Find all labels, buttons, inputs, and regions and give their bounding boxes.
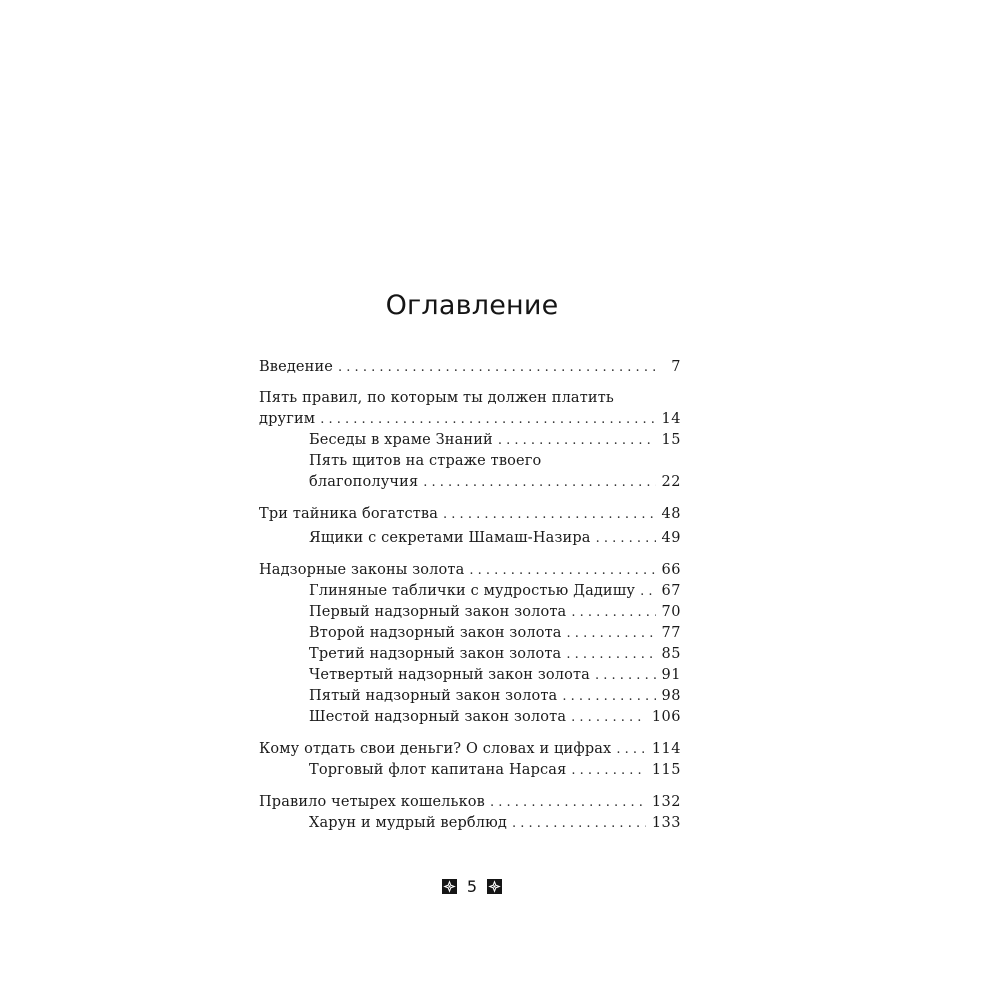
- toc-entry-page: 91: [661, 667, 681, 683]
- toc-entry-page: 22: [661, 474, 681, 490]
- toc-entry-title: Надзорные законы золота: [259, 562, 465, 578]
- toc-entry-page: 49: [661, 530, 681, 546]
- dot-leader: [571, 760, 645, 781]
- dot-leader: [338, 357, 661, 378]
- dot-leader: [596, 528, 656, 549]
- dot-leader: [616, 739, 645, 760]
- toc-entry-page: 98: [661, 688, 681, 704]
- page-footer: [0, 877, 944, 896]
- toc-entry-title: Харун и мудрый верблюд: [309, 815, 507, 831]
- toc-entry-title: Введение: [259, 359, 334, 375]
- dot-leader: [512, 813, 646, 834]
- toc-entry-title: Четвертый надзорный закон золота: [309, 667, 590, 683]
- toc-entry-page: 70: [661, 604, 681, 620]
- toc-entry-page: 132: [651, 794, 681, 810]
- toc-entry-title-line1[interactable]: Пять щитов на страже твоего: [309, 453, 542, 469]
- dot-leader: [571, 602, 655, 623]
- dot-leader: [640, 581, 655, 602]
- toc-entry-page: 14: [661, 411, 681, 427]
- toc-entry-page: 15: [661, 432, 681, 448]
- dot-leader: [566, 644, 655, 665]
- toc-entry-title: Шестой надзорный закон золота: [309, 709, 567, 725]
- toc-entry-title: благополучия: [309, 474, 419, 490]
- toc-entry-title: Третий надзорный закон золота: [309, 646, 562, 662]
- page-number: 5: [466, 877, 478, 896]
- dot-leader: [562, 686, 655, 707]
- toc-entry-page: 77: [661, 625, 681, 641]
- dot-leader: [567, 623, 656, 644]
- toc-entry-four-purses[interactable]: [259, 792, 681, 813]
- toc-entry-title: Три тайника богатства: [259, 506, 439, 522]
- toc-entry-page: 114: [651, 741, 681, 757]
- toc-subentry-first-law[interactable]: [259, 602, 681, 623]
- toc-entry-page: 66: [661, 562, 681, 578]
- toc-entry-title-line1[interactable]: Пять правил, по которым ты должен платить: [259, 390, 614, 406]
- toc-entry-title: Первый надзорный закон золота: [309, 604, 567, 620]
- toc-subentry-five-shields[interactable]: [259, 472, 681, 493]
- dot-leader: [498, 430, 656, 451]
- table-of-contents: [259, 357, 681, 834]
- toc-subentry-clay-tablets[interactable]: [259, 581, 681, 602]
- toc-entry-page: 115: [651, 762, 681, 778]
- dot-leader: [320, 409, 655, 430]
- dot-leader: [571, 707, 646, 728]
- toc-entry-title: Кому отдать свои деньги? О словах и цифрах: [259, 741, 612, 757]
- toc-entry-introduction[interactable]: [259, 357, 681, 378]
- dot-leader: [423, 472, 655, 493]
- toc-entry-page: 85: [661, 646, 681, 662]
- cross-flower-ornament-icon: [487, 879, 502, 894]
- cross-flower-ornament-icon: [442, 879, 457, 894]
- toc-entry-title: Ящики с секретами Шамаш-Назира: [309, 530, 591, 546]
- toc-entry-five-rules[interactable]: [259, 409, 681, 430]
- dot-leader: [469, 560, 655, 581]
- toc-entry-page: 67: [661, 583, 681, 599]
- toc-entry-title: Беседы в храме Знаний: [309, 432, 493, 448]
- toc-entry-page: 7: [671, 359, 681, 375]
- toc-entry-title: Второй надзорный закон золота: [309, 625, 562, 641]
- dot-leader: [490, 792, 646, 813]
- toc-entry-title: Торговый флот капитана Нарсая: [309, 762, 567, 778]
- toc-subentry-temple-talks[interactable]: [259, 430, 681, 451]
- toc-entry-title: Глиняные таблички с мудростью Дадишу: [309, 583, 636, 599]
- toc-entry-three-caches[interactable]: [259, 504, 681, 525]
- toc-entry-title: Пятый надзорный закон золота: [309, 688, 558, 704]
- toc-entry-title: Правило четырех кошельков: [259, 794, 485, 810]
- dot-leader: [443, 504, 656, 525]
- toc-subentry-secret-boxes[interactable]: [259, 528, 681, 549]
- toc-entry-page: 48: [661, 506, 681, 522]
- toc-subentry-fourth-law[interactable]: [259, 665, 681, 686]
- page-title: Оглавление: [385, 290, 559, 321]
- toc-subentry-third-law[interactable]: [259, 644, 681, 665]
- toc-subentry-sixth-law[interactable]: [259, 707, 681, 728]
- toc-subentry-second-law[interactable]: [259, 623, 681, 644]
- toc-subentry-fifth-law[interactable]: [259, 686, 681, 707]
- toc-entry-page: 133: [651, 815, 681, 831]
- toc-entry-title: другим: [259, 411, 316, 427]
- toc-entry-gold-laws[interactable]: [259, 560, 681, 581]
- dot-leader: [595, 665, 656, 686]
- toc-entry-page: 106: [651, 709, 681, 725]
- toc-subentry-harun-camel[interactable]: [259, 813, 681, 834]
- toc-subentry-trade-fleet[interactable]: [259, 760, 681, 781]
- toc-entry-whom-to-give-money[interactable]: [259, 739, 681, 760]
